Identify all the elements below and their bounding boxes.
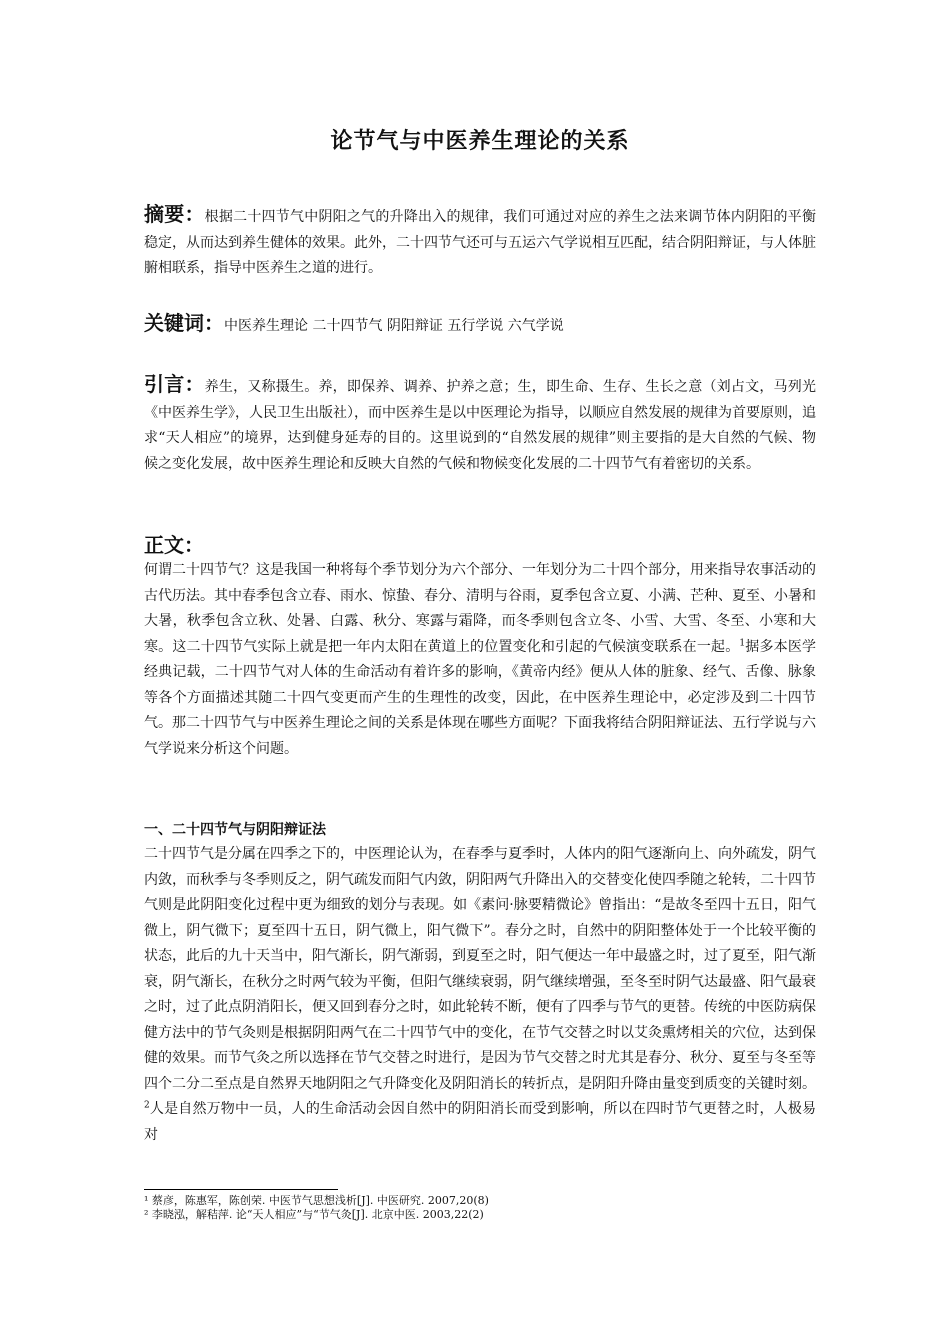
- footnote-separator: [144, 1189, 338, 1190]
- abstract-label: 摘要：: [144, 202, 205, 226]
- body-text-a: 何谓二十四节气？这是我国一种将每个季节划分为六个部分、一年划分为二十四个部分，用来指导农事活动的古代历法。其中春季包含立春、雨水、惊蛰、春分、清明与谷雨，夏季包含立夏、小满、芒种、夏至、小暑和大暑，秋季包含立秋、处暑、白露、秋分、寒露与霜降，而冬季则包含立冬、小雪、大雪、冬至、小寒和大寒。这二十四节气实际上就是把一年内太阳在黄道上的位置变化和引起的气候演变联系在一起。: [144, 562, 816, 655]
- footnote-ref-1[interactable]: 1: [739, 637, 746, 648]
- page-title: 论节气与中医养生理论的关系: [330, 128, 630, 154]
- abstract-section: [144, 202, 816, 282]
- keywords-section: [144, 311, 816, 340]
- abstract-paragraph: [144, 202, 816, 282]
- body-paragraph: [144, 558, 816, 762]
- section-1-text-a: 二十四节气是分属在四季之下的，中医理论认为，在春季与夏季时，人体内的阳气逐渐向上、向外疏发，阴气内敛，而秋季与冬季则反之，阴气疏发而阳气内敛，阴阳两气升降出入的交替变化使四季随之轮转，二十四节气则是此阴阳变化过程中更为细致的划分与表现。如《素问·脉要精微论》曾指出：“是故冬至四十五日，阳气微上，阴气微下；夏至四十五日，阴气微上，阳气微下”。春分之时，自然中的阴阳整体处于一个比较平衡的状态，此后的九十天当中，阳气渐长，阴气渐弱，到夏至之时，阳气便达一年中最盛之时，过了夏至，阳气渐衰，阴气渐长，在秋分之时两气较为平衡，但阳气继续衰弱，阴气继续增强，至冬至时阴气达最盛、阳气最衰之时，过了此点阴消阳长，便又回到春分之时，如此轮转不断，便有了四季与节气的更替。传统的中医防病保健方法中的节气灸则是根据阴阳两气在二十四节气中的变化，在节气交替之时以艾灸熏烤相关的穴位，达到保健的效果。而节气灸之所以选择在节气交替之时进行，是因为节气交替之时尤其是春分、秋分、夏至与冬至等四个二分二至点是自然界天地阴阳之气升降变化及阴阳消长的转折点，是阴阳升降由量变到质变的关键时刻。: [144, 846, 816, 1092]
- abstract-text: 根据二十四节气中阴阳之气的升降出入的规律，我们可通过对应的养生之法来调节体内阴阳的平衡稳定，从而达到养生健体的效果。此外，二十四节气还可与五运六气学说相互匹配，结合阴阳辩证，与人体脏腑相联系，指导中医养生之道的进行。: [144, 209, 817, 276]
- section-1-title: 一、二十四节气与阴阳辩证法: [144, 822, 326, 838]
- footnote-2: ² 李晓泓，解秸萍. 论“天人相应”与“节气灸[J]. 北京中医. 2003,22(2): [144, 1208, 484, 1221]
- section-1: [144, 818, 816, 1148]
- footnotes: [144, 1194, 816, 1222]
- intro-label: 引言：: [144, 372, 205, 396]
- body-text-b: 据多本医学经典记载，二十四节气对人体的生命活动有着许多的影响，《黄帝内经》便从人体的脏象、经气、舌像、脉象等各个方面描述其随二十四气变更而产生的生理性的改变，因此，在中医养生理论中，必定涉及到二十四节气。那二十四节气与中医养生理论之间的关系是体现在哪些方面呢？下面我将结合阴阳辩证法、五行学说与六气学说来分析这个问题。: [144, 638, 817, 757]
- section-1-text-b: 人是自然万物中一员，人的生命活动会因自然中的阴阳消长而受到影响，所以在四时节气更替之时，人极易对: [144, 1101, 816, 1143]
- keywords-text: 中医养生理论 二十四节气 阴阳辩证 五行学说 六气学说: [224, 318, 564, 334]
- keywords-label: 关键词：: [144, 311, 224, 335]
- footnote-ref-2[interactable]: 2: [144, 1100, 150, 1111]
- intro-section: [144, 372, 816, 477]
- keywords-paragraph: [144, 311, 816, 340]
- body-section: [144, 532, 816, 762]
- intro-text: 养生，又称摄生。养，即保养、调养、护养之意；生，即生命、生存、生长之意（刘占文，马列光《中医养生学》，人民卫生出版社），而中医养生是以中医理论为指导，以顺应自然发展的规律为首要原则，追求“天人相应”的境界，达到健身延寿的目的。这里说到的“自然发展的规律”则主要指的是大自然的气候、物候之变化发展，故中医养生理论和反映大自然的气候和物候变化发展的二十四节气有着密切的关系。: [144, 379, 817, 472]
- body-label: 正文：: [144, 533, 204, 557]
- intro-paragraph: [144, 372, 816, 477]
- section-1-paragraph: [144, 842, 816, 1148]
- footnote-1: ¹ 蔡彦，陈惠军，陈创荣. 中医节气思想浅析[J]. 中医研究. 2007,20(8): [144, 1194, 489, 1207]
